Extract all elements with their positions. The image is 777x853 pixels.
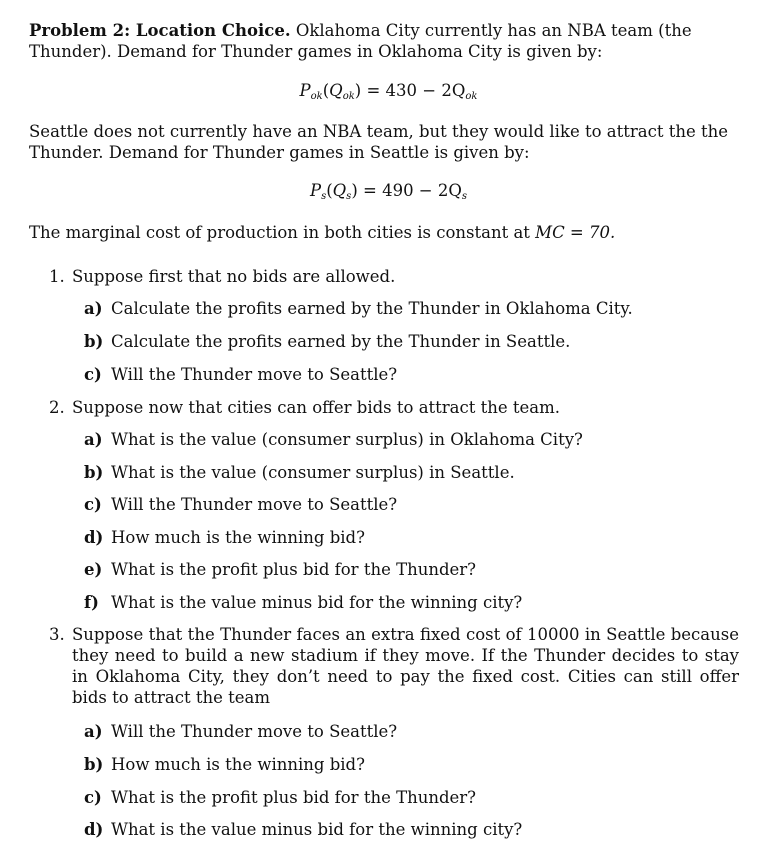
question-2d: d) How much is the winning bid? [84, 528, 365, 547]
question-2: 2. Suppose now that cities can offer bids to attract the team. [49, 398, 561, 417]
question-3c: c) What is the profit plus bid for the Thunder? [84, 788, 477, 807]
question-1: 1. Suppose first that no bids are allowed. [49, 267, 396, 286]
equation-seattle: $P_s(Q_s) = 490 - 2Q_s$ [309, 181, 468, 202]
mc-value: MC = 70. [535, 223, 616, 242]
question-3d: d) What is the value minus bid for the winning city? [84, 820, 523, 839]
question-1c: c) Will the Thunder move to Seattle? [84, 365, 398, 384]
question-2b: b) What is the value (consumer surplus) in Seattle. [84, 463, 515, 482]
question-3: 3. Suppose that the Thunder faces an extra fixed cost of 10000 in Seattle because they need to build a new stadium if they move. If the Thunder decides to stay in Oklahoma City, they don’t need to pay the fixed cost. Cities can still offer bids to attract the team [49, 625, 739, 707]
question-2f: f) What is the value minus bid for the winning city? [84, 593, 523, 612]
question-3a: a) Will the Thunder move to Seattle? [84, 722, 398, 741]
problem-intro [29, 20, 744, 62]
marginal-cost-paragraph: The marginal cost of production in both cities is constant at MC = 70. [29, 223, 616, 242]
question-3b: b) How much is the winning bid? [84, 755, 365, 774]
seattle-paragraph: Seattle does not currently have an NBA team, but they would like to attract the the Thunder. Demand for Thunder games in Seattle is given by: [29, 122, 728, 162]
question-2a: a) What is the value (consumer surplus) in Oklahoma City? [84, 430, 583, 449]
intro-text: Oklahoma City currently has an NBA team (the Thunder). Demand for Thunder games in Oklahoma City is given by: [29, 21, 692, 61]
equation-oklahoma: $P_{ok}(Q_{ok}) = 430 - 2Q_{ok}$ [299, 81, 478, 102]
question-2c: c) Will the Thunder move to Seattle? [84, 495, 398, 514]
question-1a: a) Calculate the profits earned by the Thunder in Oklahoma City. [84, 299, 633, 318]
question-2e: e) What is the profit plus bid for the Thunder? [84, 560, 477, 579]
problem-title: Problem 2: Location Choice. [29, 21, 291, 40]
question-1b: b) Calculate the profits earned by the Thunder in Seattle. [84, 332, 571, 351]
